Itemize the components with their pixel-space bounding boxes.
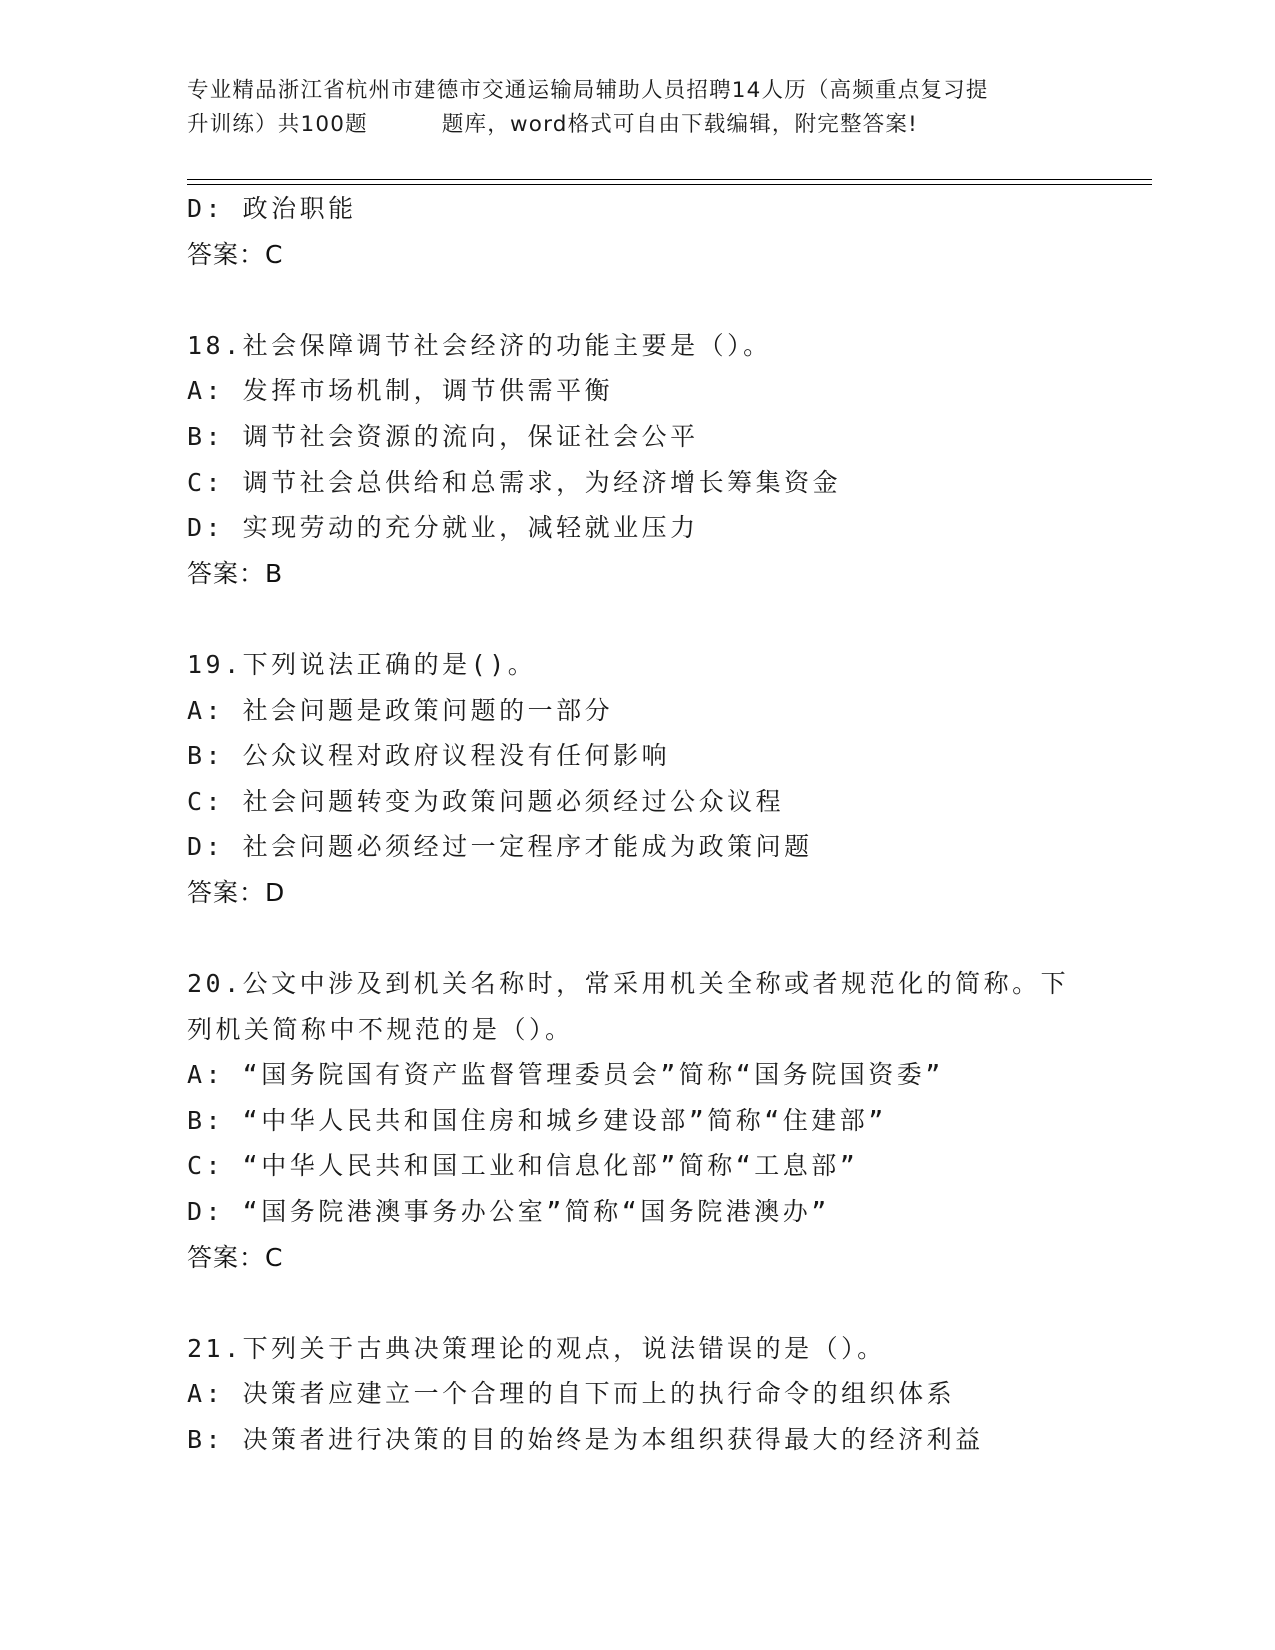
question-stem: 18.社会保障调节社会经济的功能主要是（）。 bbox=[187, 330, 772, 360]
header-line-2-left: 升训练）共100题 bbox=[187, 112, 368, 137]
option-a: A: 社会问题是政策问题的一部分 bbox=[187, 695, 614, 725]
option-a: A: 发挥市场机制，调节供需平衡 bbox=[187, 376, 614, 406]
question-stem: 21.下列关于古典决策理论的观点，说法错误的是（）。 bbox=[187, 1333, 886, 1363]
option-a: A: 决策者应建立一个合理的自下而上的执行命令的组织体系 bbox=[187, 1379, 956, 1409]
question-stem: 19.下列说法正确的是()。 bbox=[187, 649, 537, 679]
option-d: D: “国务院港澳事务办公室”简称“国务院港澳办” bbox=[187, 1197, 830, 1227]
option-d: D: 实现劳动的充分就业，减轻就业压力 bbox=[187, 513, 699, 543]
header-line-2 bbox=[187, 108, 1087, 142]
option-b: B: 决策者进行决策的目的始终是为本组织获得最大的经济利益 bbox=[187, 1425, 984, 1455]
option-d: D: 社会问题必须经过一定程序才能成为政策问题 bbox=[187, 832, 813, 862]
question-list bbox=[187, 186, 1107, 1463]
option-d: D: 政治职能 bbox=[187, 194, 357, 223]
header-line-1: 专业精品浙江省杭州市建德市交通运输局辅助人员招聘14人历（高频重点复习提 bbox=[187, 78, 989, 103]
question-20 bbox=[187, 961, 1107, 1280]
header-line-2-right: 题库，word格式可自由下载编辑，附完整答案! bbox=[441, 112, 918, 137]
option-a: A: “国务院国有资产监督管理委员会”简称“国务院国资委” bbox=[187, 1060, 944, 1090]
option-c: C: 社会问题转变为政策问题必须经过公众议程 bbox=[187, 786, 785, 816]
header-divider-top bbox=[187, 179, 1152, 180]
option-b: B: “中华人民共和国住房和城乡建设部”简称“住建部” bbox=[187, 1105, 887, 1135]
option-b: B: 公众议程对政府议程没有任何影响 bbox=[187, 741, 671, 771]
question-21 bbox=[187, 1326, 1107, 1463]
question-18 bbox=[187, 323, 1107, 597]
header-divider-bottom bbox=[187, 184, 1152, 185]
option-c: C: “中华人民共和国工业和信息化部”简称“工息部” bbox=[187, 1151, 859, 1181]
option-b: B: 调节社会资源的流向，保证社会公平 bbox=[187, 421, 699, 451]
question-stem-line-2: 列机关简称中不规范的是（）。 bbox=[187, 1014, 574, 1044]
answer: 答案：C bbox=[187, 239, 284, 269]
question-stem-line-1: 20.公文中涉及到机关名称时，常采用机关全称或者规范化的简称。下 bbox=[187, 969, 1070, 999]
answer: 答案：D bbox=[187, 877, 286, 907]
answer: 答案：B bbox=[187, 558, 284, 588]
question-19 bbox=[187, 642, 1107, 916]
answer: 答案：C bbox=[187, 1242, 284, 1272]
page-header bbox=[187, 74, 1087, 142]
question-fragment bbox=[187, 186, 1107, 277]
option-c: C: 调节社会总供给和总需求，为经济增长筹集资金 bbox=[187, 467, 842, 497]
